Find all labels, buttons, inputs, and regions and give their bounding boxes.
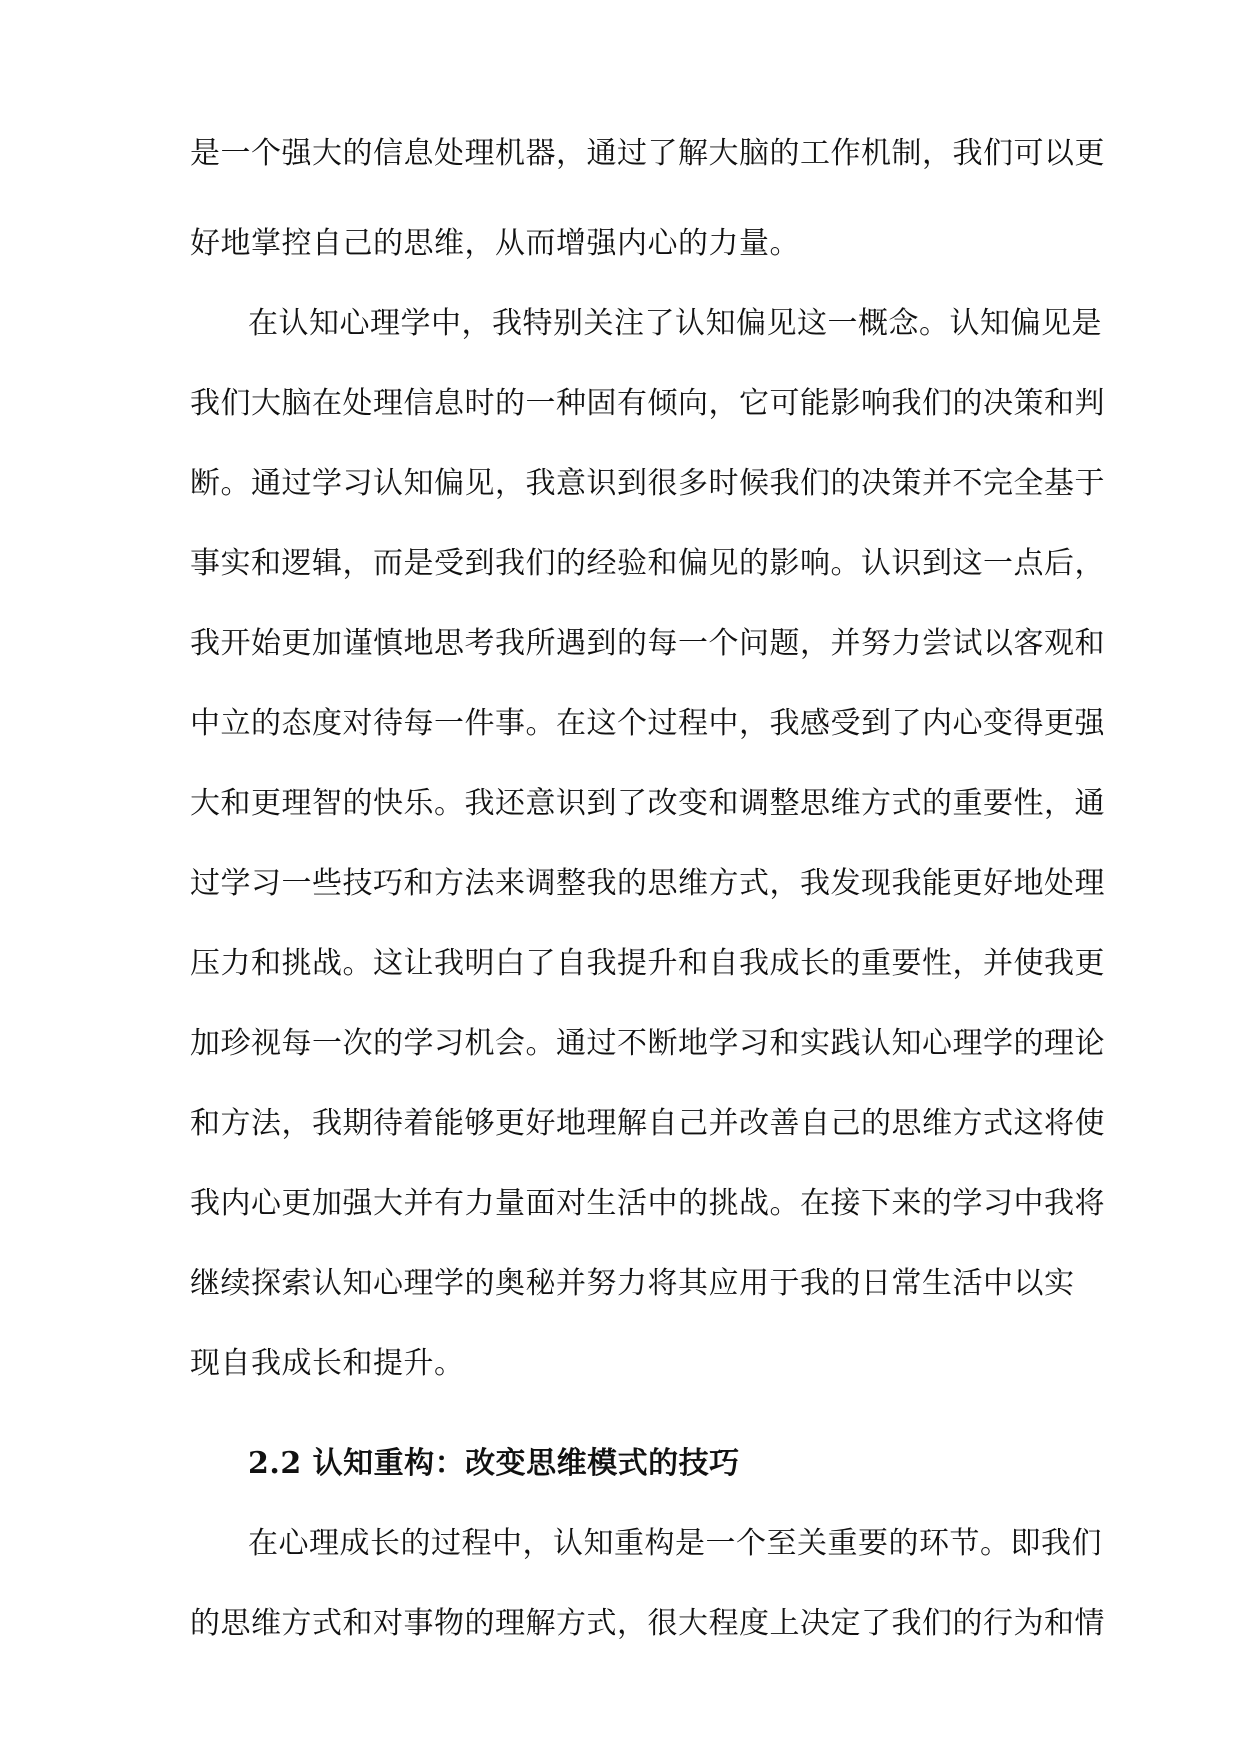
text-line: 加珍视每一次的学习机会。通过不断地学习和实践认知心理学的理论	[190, 1026, 1105, 1061]
text-line: 过学习一些技巧和方法来调整我的思维方式，我发现我能更好地处理	[190, 866, 1105, 901]
text-line: 和方法，我期待着能够更好地理解自己并改善自己的思维方式这将使	[190, 1106, 1105, 1141]
text-line: 在心理成长的过程中，认知重构是一个至关重要的环节。即我们	[248, 1526, 1102, 1561]
text-line: 的思维方式和对事物的理解方式，很大程度上决定了我们的行为和情	[190, 1606, 1105, 1641]
text-line: 事实和逻辑，而是受到我们的经验和偏见的影响。认识到这一点后，	[190, 546, 1105, 581]
text-line: 中立的态度对待每一件事。在这个过程中，我感受到了内心变得更强	[190, 706, 1105, 741]
text-line: 大和更理智的快乐。我还意识到了改变和调整思维方式的重要性，通	[190, 786, 1105, 821]
text-line: 在认知心理学中，我特别关注了认知偏见这一概念。认知偏见是	[248, 306, 1102, 341]
text-line: 是一个强大的信息处理机器，通过了解大脑的工作机制，我们可以更	[190, 136, 1105, 171]
text-line: 好地掌控自己的思维，从而增强内心的力量。	[190, 226, 800, 261]
text-line: 我内心更加强大并有力量面对生活中的挑战。在接下来的学习中我将	[190, 1186, 1105, 1221]
text-line: 断。通过学习认知偏见，我意识到很多时候我们的决策并不完全基于	[190, 466, 1105, 501]
text-line: 我们大脑在处理信息时的一种固有倾向，它可能影响我们的决策和判	[190, 386, 1105, 421]
text-line: 继续探索认知心理学的奥秘并努力将其应用于我的日常生活中以实	[190, 1266, 1075, 1301]
text-line: 我开始更加谨慎地思考我所遇到的每一个问题，并努力尝试以客观和	[190, 626, 1105, 661]
text-line: 压力和挑战。这让我明白了自我提升和自我成长的重要性，并使我更	[190, 946, 1105, 981]
section-heading: 2.2 认知重构：改变思维模式的技巧	[248, 1446, 740, 1481]
text-line: 现自我成长和提升。	[190, 1346, 465, 1381]
